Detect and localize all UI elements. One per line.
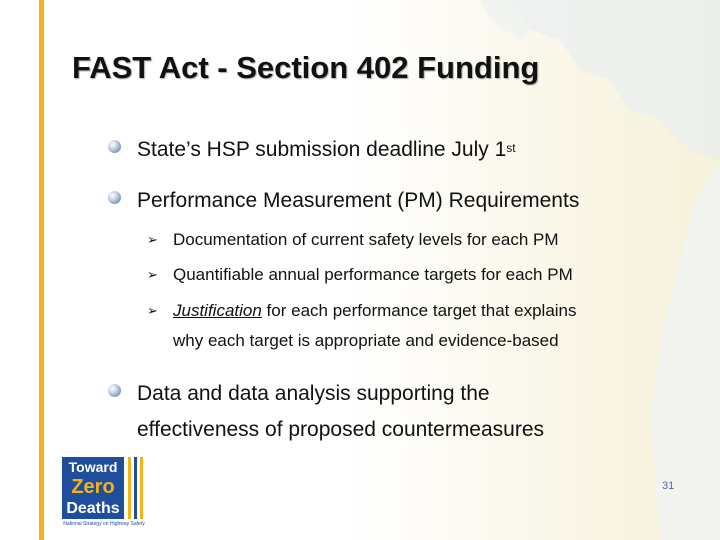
accent-stripe — [39, 0, 44, 540]
superscript-st: st — [506, 141, 516, 155]
bullet-text: State’s HSP submission deadline July 1st — [137, 138, 516, 161]
subbullet-documentation — [147, 225, 559, 255]
subbullet-justification — [147, 296, 577, 356]
svg-text:Deaths: Deaths — [66, 500, 120, 517]
bullet-dot-icon — [108, 191, 121, 204]
justification-emphasis: Justification — [173, 301, 262, 320]
subbullet-text: Documentation of current safety levels for each PM — [173, 230, 559, 249]
bullet-pm-requirements — [108, 183, 579, 219]
slide-title: FAST Act - Section 402 Funding — [72, 50, 540, 85]
toward-zero-deaths-logo — [60, 455, 148, 527]
bullet-text: Performance Measurement (PM) Requirements — [137, 189, 580, 212]
subbullet-quantifiable — [147, 260, 573, 290]
subbullet-text-line2: why each target is appropriate and evidence-based — [173, 331, 559, 350]
svg-text:Toward: Toward — [68, 459, 118, 475]
arrow-bullet-icon: ➢ — [147, 303, 158, 318]
arrow-bullet-icon: ➢ — [147, 267, 158, 282]
bullet-hsp-deadline — [108, 132, 516, 168]
bullet-data-analysis — [108, 376, 544, 448]
page-number: 31 — [662, 480, 675, 492]
bullet-dot-icon — [108, 140, 121, 153]
subbullet-text: Quantifiable annual performance targets for each PM — [173, 265, 573, 284]
bullet-dot-icon — [108, 384, 121, 397]
bullet-text: Data and data analysis supporting the effectiveness of proposed countermeasures — [137, 382, 545, 441]
arrow-bullet-icon: ➢ — [147, 232, 158, 247]
svg-text:Zero: Zero — [71, 476, 115, 498]
subbullet-text: Justification for each performance target that explains why each target is appropriate and evidence-based — [173, 301, 577, 350]
svg-text:National Strategy on Highway S: National Strategy on Highway Safety — [63, 521, 145, 527]
left-margin-panel — [0, 0, 38, 540]
